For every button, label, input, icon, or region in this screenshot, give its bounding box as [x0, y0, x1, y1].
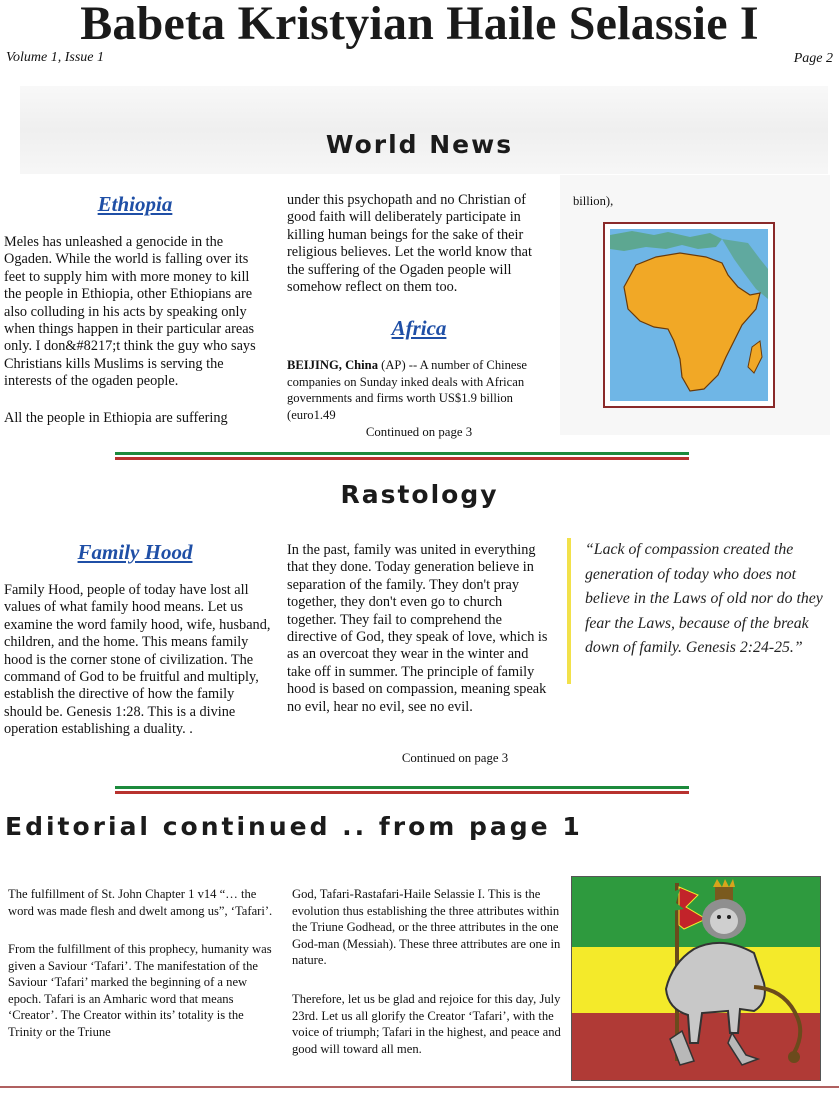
section-divider-rule-2 [115, 786, 689, 794]
ethiopia-heading: Ethiopia [97, 192, 173, 216]
rastology-title: Rastology [340, 480, 499, 509]
africa-paragraph [287, 357, 551, 423]
editorial-title: Editorial continued .. from page 1 [5, 812, 583, 841]
family-hood-heading: Family Hood [77, 540, 193, 564]
volume-issue: Volume 1, Issue 1 [6, 50, 104, 65]
editorial-paragraph-1: The fulfillment of St. John Chapter 1 v14 “… the word was made flesh and dwelt among us”, ‘Tafari’. [8, 887, 273, 918]
africa-continued-note: Continued on page 3 [365, 425, 473, 439]
africa-heading: Africa [391, 316, 447, 340]
editorial-paragraph-3: God, Tafari-Rastafari-Haile Selassie I. This is the evolution thus establishing the three attributes within the Triune Godhead, or the three attributes in the one God-man (Messiah). These three attributes are one in nature. [292, 887, 561, 968]
ethiopia-paragraph: Meles has unleashed a genocide in the Ogaden. While the world is falling over its feet to supply him with more money to kill the people in Ethiopia, other Ethiopians are also colluding in his acts by speaking only when things happen in their particular areas only. I don&#8217;t think the guy who says Christians kills Muslims is serving the interests of the ogaden people. [4, 234, 256, 390]
family-hood-paragraph-column-2: In the past, family was united in everything that they done. Today generation believe in separation of the family. They don't pray together, they don't even go to church together. They fail to comprehend the directive of God, they speak of love, which is as an overcoat they wear in the winter and take off in summer. The principle of family hood is based on compassion, meaning speak no evil, hear no evil, see no evil. [287, 542, 548, 715]
newsletter-title: Babeta Kristyian Haile Selassie I [80, 0, 759, 50]
page-bottom-rule [0, 1086, 839, 1088]
pull-quote: “Lack of compassion created the generation of today who does not believe in the Laws of old nor do they fear the Laws, because of the break down of family. Genesis 2:24-25.” [585, 541, 823, 656]
africa-map-icon [610, 229, 768, 401]
africa-map-frame [603, 222, 775, 408]
ethiopia-paragraph-column-2: under this psychopath and no Christian of good faith will deliberately participate in killing human beings for the sake of their religious believes. Let the world know that the suffering of the Ogaden people will somehow reflect on them too. [287, 192, 532, 296]
editorial-paragraph-2: From the fulfillment of this prophecy, humanity was given a Saviour ‘Tafari’. The manifestation of the Saviour ‘Tafari’ marked the beginning of a new epoch. Tafari is an Amharic word that means ‘Creator’. The Creator within its’ totality is the Trinity or the Triune [8, 942, 272, 1039]
family-hood-paragraph: Family Hood, people of today have lost all values of what family hood means. Let us examine the word family hood, wife, husband, children, and the home. This means family hood is the corner stone of civilization. The command of God to be fruitful and multiply, establish the directive of how the family should be. Genesis 1:28. This is a divine operation establishing a duality. . [4, 582, 271, 738]
africa-overflow-text: billion), [573, 194, 614, 208]
lion-of-judah-flag-icon [572, 877, 821, 1081]
family-hood-continued-note: Continued on page 3 [401, 751, 509, 765]
ethiopia-paragraph-continued: All the people in Ethiopia are suffering [4, 410, 228, 426]
world-news-title: World News [325, 130, 514, 159]
africa-dateline: BEIJING, China [287, 358, 378, 372]
quote-accent-bar [567, 538, 571, 684]
section-divider-rule [115, 452, 689, 460]
ethiopian-flag-frame [571, 876, 821, 1081]
editorial-paragraph-4: Therefore, let us be glad and rejoice for this day, July 23rd. Let us all glorify the Creator ‘Tafari’, with the voice of triumph; Tafari in the highest, and peace and good will toward all men. [292, 992, 561, 1056]
africa-story: (AP) -- A number of Chinese companies on Sunday inked deals with African governments and firms worth US$1.9 billion (euro1.49 [287, 358, 528, 422]
page-number: Page 2 [793, 51, 833, 66]
